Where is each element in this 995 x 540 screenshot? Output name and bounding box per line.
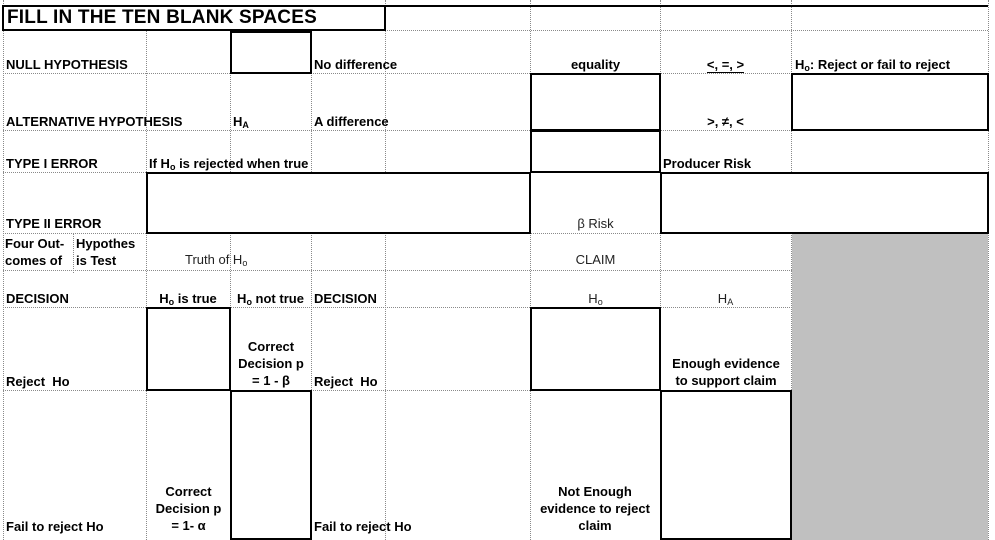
blank-type2-risk[interactable] (660, 172, 989, 234)
fail-evidence-line3: claim (578, 518, 612, 533)
blank-type2-description[interactable] (146, 172, 531, 234)
reject-evidence-text (661, 355, 791, 389)
blank-reject-claim-h0[interactable] (530, 307, 661, 391)
decision-label-left: DECISION (6, 291, 69, 306)
type1-error-label: TYPE I ERROR (6, 156, 98, 171)
type1-error-risk: Producer Risk (663, 156, 752, 171)
blank-fail-h0-not-true[interactable] (230, 390, 312, 540)
fail-correct-line3: = 1- α (171, 518, 206, 533)
fail-evidence-line1: Not Enough (558, 484, 632, 499)
fail-correct-line2: Decision p (155, 501, 222, 516)
null-hypothesis-symbols (660, 56, 791, 73)
claim-ha-header (660, 290, 791, 307)
claim-ha-sub: A (727, 297, 734, 307)
h0-not-text: not true (251, 291, 304, 306)
fail-h0-label: Fail to reject Ho (6, 519, 104, 534)
claim-h0-sub: o (597, 297, 603, 307)
blank-fail-claim-ha[interactable] (660, 390, 792, 540)
alt-hypothesis-symbol (233, 113, 249, 130)
null-symbols-text: <, =, > (706, 57, 745, 72)
reject-correct-decision (231, 338, 311, 389)
claim-h0-header (530, 290, 661, 307)
title-rule (385, 5, 988, 7)
grid-line (73, 233, 74, 273)
truth-sub: o (242, 258, 248, 268)
outcomes-label-2 (76, 235, 135, 269)
reject-h0-label: Reject Ho (6, 374, 70, 389)
reject-h0-mid-label: Reject Ho (314, 374, 378, 389)
reject-correct-line1: Correct (247, 339, 295, 354)
claim-ha-h: H (717, 291, 728, 306)
outcomes2-line1: Hypothes (76, 236, 136, 251)
grid-line (146, 30, 147, 540)
truth-of-h0 (185, 251, 247, 268)
outcomes-line1: Four Out- (5, 236, 65, 251)
alt-symbol-sub: A (242, 120, 249, 130)
outcomes2-line2: is Test (76, 253, 117, 268)
null-hypothesis-label: NULL HYPOTHESIS (6, 57, 128, 72)
fail-correct-decision (147, 483, 230, 534)
truth-prefix: Truth of H (185, 252, 243, 267)
reject-evidence-line2: to support claim (675, 373, 777, 388)
h0-true-text: is true (174, 291, 217, 306)
fail-evidence-line2: evidence to reject (540, 501, 650, 516)
type1-error-desc (149, 155, 308, 172)
h0-true-sub: o (168, 297, 175, 307)
outcomes-line2: comes of (5, 253, 63, 268)
type2-error-risk: β Risk (577, 216, 614, 231)
h0-not-h: H (237, 291, 247, 306)
claim-h0-h: H (588, 291, 598, 306)
h0-true-h: H (159, 291, 169, 306)
blank-type1-relation[interactable] (530, 130, 661, 173)
type2-error-label: TYPE II ERROR (6, 216, 102, 231)
blank-null-symbol[interactable] (230, 31, 312, 74)
reject-correct-line2: Decision p (238, 356, 304, 371)
reject-evidence-line1: Enough evidence (672, 356, 780, 371)
h0-not-sub: o (246, 297, 252, 307)
null-hypothesis-decision (795, 56, 950, 73)
null-decision-sub: o (804, 63, 810, 73)
type1-desc-sub: o (169, 162, 176, 172)
reject-correct-line3: = 1 - β (252, 373, 290, 388)
fail-correct-line1: Correct (165, 484, 212, 499)
fail-evidence-text (520, 483, 670, 534)
page-title: FILL IN THE TEN BLANK SPACES (7, 7, 317, 28)
null-decision-h: H (795, 57, 805, 72)
alt-hypothesis-symbols: >, ≠, < (707, 114, 744, 129)
null-hypothesis-relation: equality (570, 57, 621, 72)
type1-desc-prefix: If H (149, 156, 170, 171)
fail-h0-mid-label: Fail to reject Ho (314, 519, 412, 534)
alt-hypothesis-label: ALTERNATIVE HYPOTHESIS (6, 114, 183, 129)
blank-reject-h0-true[interactable] (146, 307, 231, 391)
alt-hypothesis-desc: A difference (314, 114, 389, 129)
alt-symbol-h: H (233, 114, 243, 129)
blank-alt-decision[interactable] (791, 73, 989, 131)
null-hypothesis-desc: No difference (314, 57, 398, 72)
shaded-area (792, 233, 988, 540)
claim-label: CLAIM (575, 252, 616, 267)
null-decision-text: : Reject or fail to reject (809, 57, 951, 72)
type1-desc-suffix: is rejected when true (175, 156, 309, 171)
decision-label-mid: DECISION (314, 291, 377, 306)
blank-alt-relation[interactable] (530, 73, 661, 131)
outcomes-label (5, 235, 64, 269)
h0-not-true-header (230, 290, 311, 307)
h0-true-header (146, 290, 230, 307)
